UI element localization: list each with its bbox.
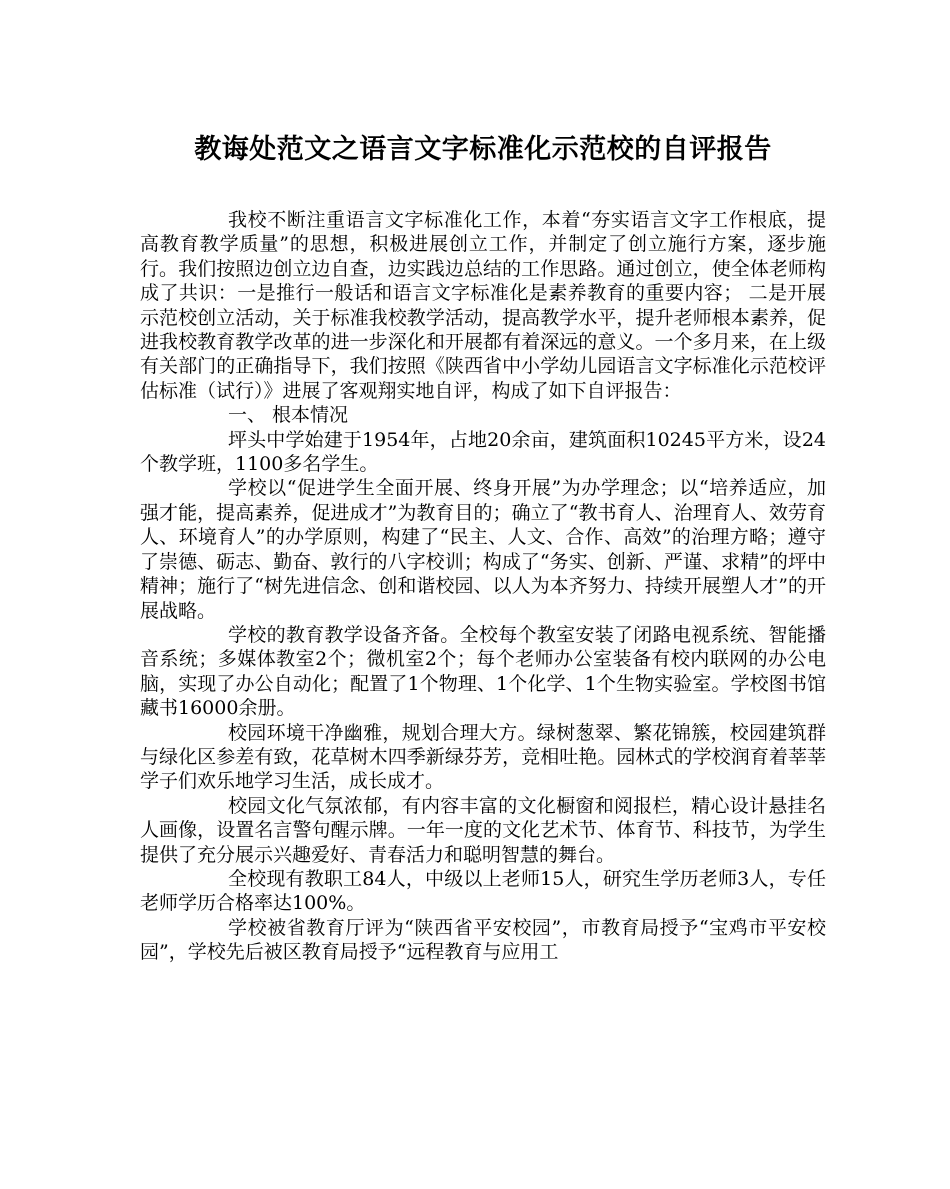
campus-culture-paragraph: 校园文化气氛浓郁，有内容丰富的文化橱窗和阅报栏，精心设计悬挂名人画像，设置名言警句醒示牌。一年一度的文化艺术节、体育节、科技节，为学生提供了充分展示兴趣爱好、青春活力和聪明智慧的舞台。 (140, 794, 826, 866)
staff-paragraph: 全校现有教职工84人，中级以上老师15人，研究生学历老师3人，专任老师学历合格率达100%。 (140, 867, 826, 915)
philosophy-paragraph: 学校以“促进学生全面开展、终身开展”为办学理念；以“培养适应，加强才能，提高素养，促进成才”为教育目的；确立了“教书育人、治理育人、效劳育人、环境育人”的办学原则，构建了“民主、人文、合作、高效”的治理方略；遵守了崇德、砺志、勤奋、敦行的八字校训；构成了“务实、创新、严谨、求精”的坪中精神；施行了“树先进信念、创和谐校园、以人为本齐努力、持续开展塑人才”的开展战略。 (140, 477, 826, 622)
document-title: 教诲处范文之语言文字标准化示范校的自评报告 (194, 134, 772, 165)
campus-environment-paragraph: 校园环境干净幽雅，规划合理大方。绿树葱翠、繁花锦簇，校园建筑群与绿化区参差有致，花草树木四季新绿芬芳，竞相吐艳。园林式的学校润育着莘莘学子们欢乐地学习生活，成长成才。 (140, 721, 826, 793)
facilities-paragraph: 学校的教育教学设备齐备。全校每个教室安装了闭路电视系统、智能播音系统；多媒体教室2个；微机室2个；每个老师办公室装备有校内联网的办公电脑，实现了办公自动化；配置了1个物理、1个化学、1个生物实验室。学校图书馆藏书16000余册。 (140, 623, 826, 720)
section-heading: 一、 根本情况 (228, 404, 349, 427)
document-body (140, 208, 826, 965)
intro-paragraph: 我校不断注重语言文字标准化工作，本着“夯实语言文字工作根底，提高教育教学质量”的思想，积极进展创立工作，并制定了创立施行方案，逐步施行。我们按照边创立边自查，边实践边总结的工作思路。通过创立，使全体老师构成了共识：一是推行一般话和语言文字标准化是素养教育的重要内容； 二是开展示范校创立活动，关于标准我校教学活动，提高教学水平，提升老师根本素养，促进我校教育教学改革的进一步深化和开展都有着深远的意义。一个多月来，在上级有关部门的正确指导下，我们按照《陕西省中小学幼儿园语言文字标准化示范校评估标准（试行）》进展了客观翔实地自评，构成了如下自评报告： (140, 209, 826, 402)
honors-paragraph: 学校被省教育厅评为“陕西省平安校园”，市教育局授予“宝鸡市平安校园”，学校先后被区教育局授予“远程教育与应用工 (140, 916, 826, 964)
school-overview-paragraph: 坪头中学始建于1954年，占地20余亩，建筑面积10245平方米，设24个教学班，1100多名学生。 (140, 428, 826, 476)
document-page (140, 130, 826, 965)
